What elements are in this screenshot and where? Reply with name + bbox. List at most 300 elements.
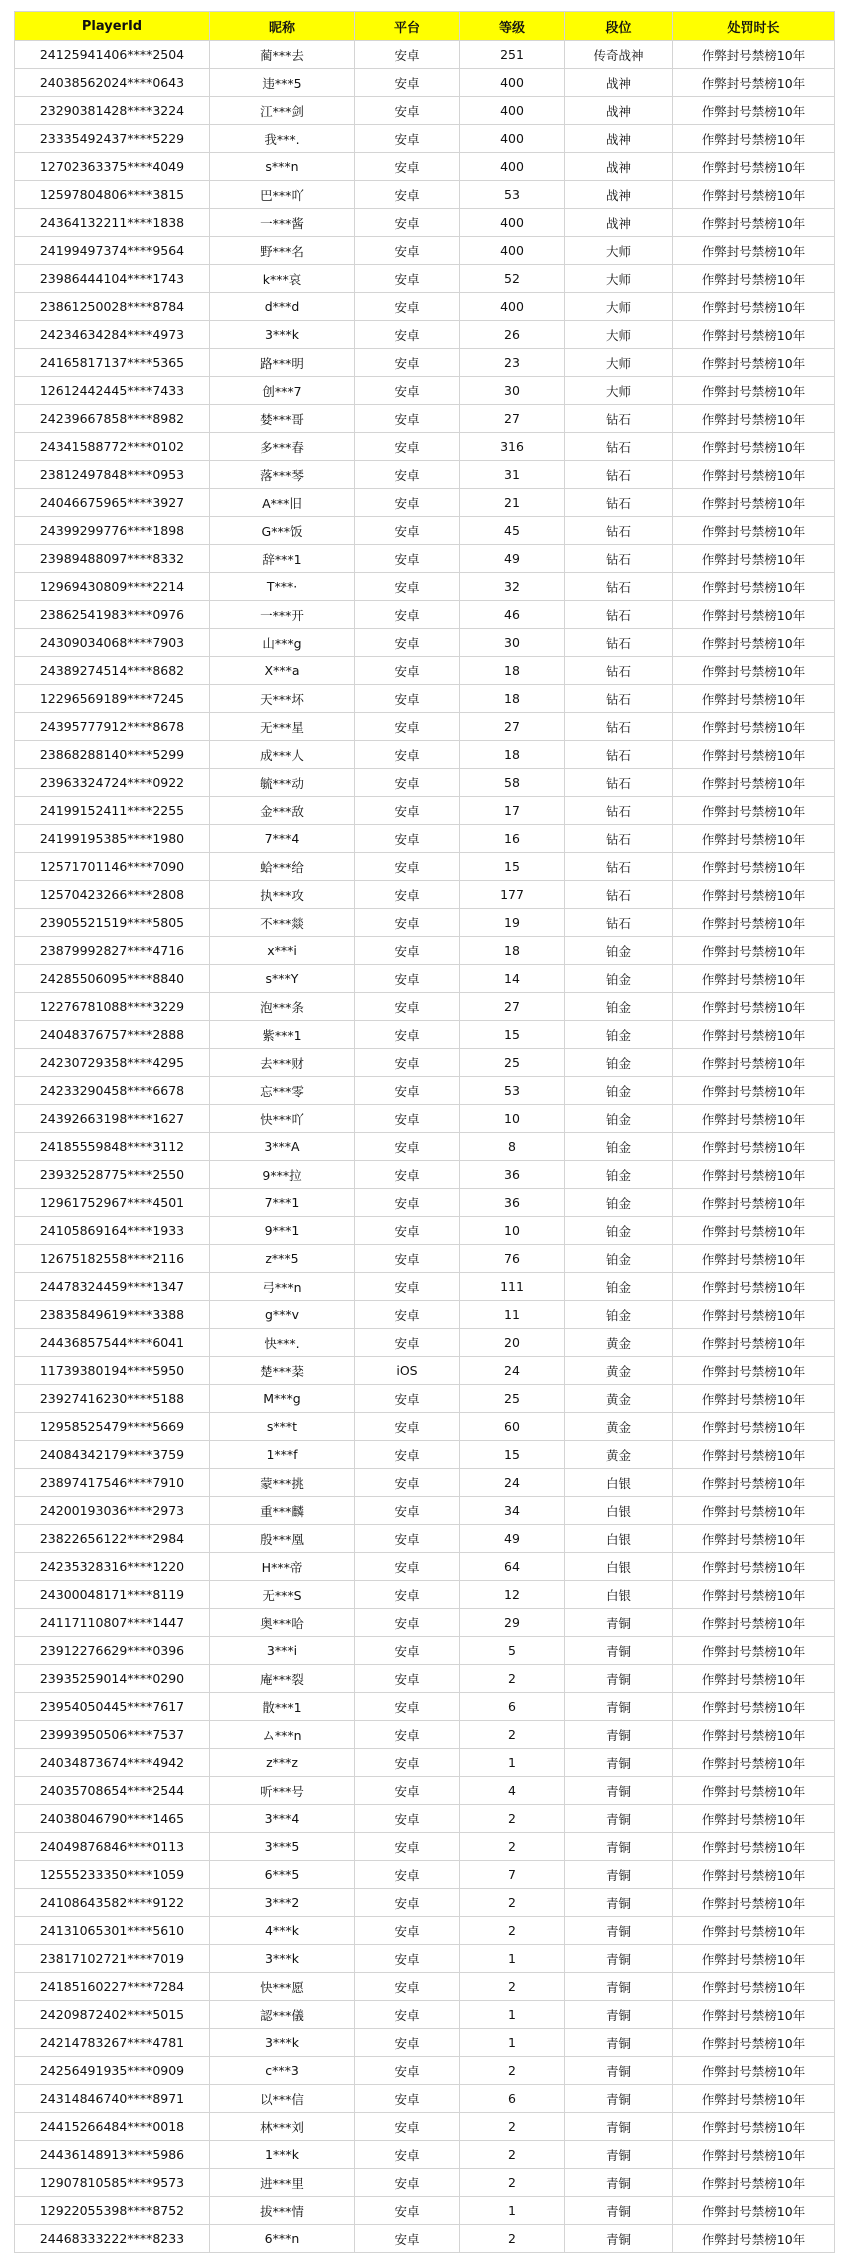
table-row — [15, 2057, 835, 2085]
cell-platform: 安卓 — [355, 1581, 460, 1609]
cell-nickname: 我***. — [210, 125, 355, 153]
cell-player-id: 24131065301****5610 — [15, 1917, 210, 1945]
cell-player-id: 24199195385****1980 — [15, 825, 210, 853]
cell-rank: 战神 — [565, 209, 673, 237]
table-row — [15, 657, 835, 685]
cell-penalty: 作弊封号禁榜10年 — [673, 2225, 835, 2253]
cell-platform: 安卓 — [355, 489, 460, 517]
cell-level: 25 — [460, 1385, 565, 1413]
cell-platform: 安卓 — [355, 685, 460, 713]
cell-penalty: 作弊封号禁榜10年 — [673, 97, 835, 125]
cell-rank: 青铜 — [565, 2225, 673, 2253]
cell-penalty: 作弊封号禁榜10年 — [673, 1077, 835, 1105]
cell-platform: 安卓 — [355, 601, 460, 629]
cell-platform: 安卓 — [355, 769, 460, 797]
cell-nickname: z***5 — [210, 1245, 355, 1273]
cell-player-id: 24084342179****3759 — [15, 1441, 210, 1469]
cell-level: 2 — [460, 1973, 565, 2001]
cell-platform: 安卓 — [355, 937, 460, 965]
table-row — [15, 853, 835, 881]
table-row — [15, 1273, 835, 1301]
cell-penalty: 作弊封号禁榜10年 — [673, 433, 835, 461]
cell-platform: 安卓 — [355, 1833, 460, 1861]
cell-player-id: 24468333222****8233 — [15, 2225, 210, 2253]
cell-rank: 钻石 — [565, 573, 673, 601]
cell-nickname: 去***财 — [210, 1049, 355, 1077]
cell-platform: 安卓 — [355, 881, 460, 909]
table-row — [15, 1497, 835, 1525]
cell-level: 12 — [460, 1581, 565, 1609]
cell-nickname: g***v — [210, 1301, 355, 1329]
cell-player-id: 24415266484****0018 — [15, 2113, 210, 2141]
cell-level: 36 — [460, 1161, 565, 1189]
header-rank: 段位 — [565, 12, 673, 41]
cell-penalty: 作弊封号禁榜10年 — [673, 1805, 835, 1833]
table-row — [15, 1861, 835, 1889]
cell-platform: 安卓 — [355, 1161, 460, 1189]
cell-nickname: 4***k — [210, 1917, 355, 1945]
table-row — [15, 1637, 835, 1665]
cell-player-id: 24364132211****1838 — [15, 209, 210, 237]
cell-penalty: 作弊封号禁榜10年 — [673, 1049, 835, 1077]
cell-penalty: 作弊封号禁榜10年 — [673, 2169, 835, 2197]
table-row — [15, 349, 835, 377]
cell-nickname: 江***剑 — [210, 97, 355, 125]
cell-nickname: 一***开 — [210, 601, 355, 629]
cell-nickname: s***n — [210, 153, 355, 181]
cell-rank: 黄金 — [565, 1385, 673, 1413]
cell-platform: 安卓 — [355, 1329, 460, 1357]
cell-rank: 青铜 — [565, 1609, 673, 1637]
cell-penalty: 作弊封号禁榜10年 — [673, 881, 835, 909]
table-row — [15, 405, 835, 433]
cell-nickname: 多***春 — [210, 433, 355, 461]
cell-nickname: 创***7 — [210, 377, 355, 405]
cell-rank: 钻石 — [565, 685, 673, 713]
cell-level: 20 — [460, 1329, 565, 1357]
cell-platform: 安卓 — [355, 909, 460, 937]
cell-rank: 铂金 — [565, 1021, 673, 1049]
cell-nickname: 蛤***给 — [210, 853, 355, 881]
table-row — [15, 1469, 835, 1497]
cell-penalty: 作弊封号禁榜10年 — [673, 1973, 835, 2001]
cell-level: 14 — [460, 965, 565, 993]
cell-level: 10 — [460, 1105, 565, 1133]
cell-player-id: 24185559848****3112 — [15, 1133, 210, 1161]
cell-level: 316 — [460, 433, 565, 461]
cell-penalty: 作弊封号禁榜10年 — [673, 321, 835, 349]
cell-player-id: 24035708654****2544 — [15, 1777, 210, 1805]
table-row — [15, 629, 835, 657]
table-row — [15, 1385, 835, 1413]
table-row — [15, 517, 835, 545]
cell-penalty: 作弊封号禁榜10年 — [673, 209, 835, 237]
cell-penalty: 作弊封号禁榜10年 — [673, 2197, 835, 2225]
table-row — [15, 881, 835, 909]
cell-rank: 青铜 — [565, 1917, 673, 1945]
cell-nickname: 野***名 — [210, 237, 355, 265]
cell-nickname: 执***攻 — [210, 881, 355, 909]
cell-platform: 安卓 — [355, 2225, 460, 2253]
cell-level: 49 — [460, 1525, 565, 1553]
cell-player-id: 24285506095****8840 — [15, 965, 210, 993]
cell-nickname: 楚***棻 — [210, 1357, 355, 1385]
table-row — [15, 1105, 835, 1133]
table-row — [15, 41, 835, 69]
cell-platform: 安卓 — [355, 1693, 460, 1721]
cell-level: 2 — [460, 1917, 565, 1945]
ban-list-table — [14, 11, 835, 2253]
cell-level: 1 — [460, 2029, 565, 2057]
cell-player-id: 24341588772****0102 — [15, 433, 210, 461]
cell-penalty: 作弊封号禁榜10年 — [673, 1105, 835, 1133]
cell-player-id: 12571701146****7090 — [15, 853, 210, 881]
cell-penalty: 作弊封号禁榜10年 — [673, 601, 835, 629]
cell-rank: 战神 — [565, 97, 673, 125]
table-row — [15, 1693, 835, 1721]
cell-rank: 白银 — [565, 1553, 673, 1581]
cell-nickname: 蒙***挑 — [210, 1469, 355, 1497]
cell-penalty: 作弊封号禁榜10年 — [673, 1889, 835, 1917]
table-row — [15, 489, 835, 517]
cell-level: 24 — [460, 1469, 565, 1497]
cell-rank: 大师 — [565, 293, 673, 321]
cell-rank: 青铜 — [565, 2001, 673, 2029]
cell-rank: 铂金 — [565, 1077, 673, 1105]
cell-penalty: 作弊封号禁榜10年 — [673, 685, 835, 713]
cell-platform: 安卓 — [355, 657, 460, 685]
cell-nickname: 婪***哥 — [210, 405, 355, 433]
cell-rank: 大师 — [565, 377, 673, 405]
cell-level: 16 — [460, 825, 565, 853]
cell-platform: 安卓 — [355, 181, 460, 209]
cell-player-id: 12907810585****9573 — [15, 2169, 210, 2197]
cell-player-id: 24436857544****6041 — [15, 1329, 210, 1357]
cell-nickname: 蔺***去 — [210, 41, 355, 69]
cell-player-id: 23812497848****0953 — [15, 461, 210, 489]
cell-player-id: 24105869164****1933 — [15, 1217, 210, 1245]
cell-nickname: 落***琴 — [210, 461, 355, 489]
cell-rank: 钻石 — [565, 797, 673, 825]
cell-player-id: 12612442445****7433 — [15, 377, 210, 405]
table-row — [15, 2225, 835, 2253]
cell-platform: 安卓 — [355, 2141, 460, 2169]
cell-penalty: 作弊封号禁榜10年 — [673, 2001, 835, 2029]
cell-level: 53 — [460, 181, 565, 209]
cell-platform: 安卓 — [355, 209, 460, 237]
cell-player-id: 12597804806****3815 — [15, 181, 210, 209]
cell-penalty: 作弊封号禁榜10年 — [673, 461, 835, 489]
table-header — [15, 12, 835, 41]
cell-platform: 安卓 — [355, 965, 460, 993]
cell-rank: 青铜 — [565, 1637, 673, 1665]
cell-player-id: 23862541983****0976 — [15, 601, 210, 629]
cell-platform: 安卓 — [355, 1133, 460, 1161]
cell-player-id: 23817102721****7019 — [15, 1945, 210, 1973]
cell-nickname: 1***f — [210, 1441, 355, 1469]
cell-penalty: 作弊封号禁榜10年 — [673, 937, 835, 965]
cell-rank: 钻石 — [565, 489, 673, 517]
cell-player-id: 23927416230****5188 — [15, 1385, 210, 1413]
cell-rank: 大师 — [565, 349, 673, 377]
table-row — [15, 2169, 835, 2197]
cell-rank: 白银 — [565, 1469, 673, 1497]
header-level: 等级 — [460, 12, 565, 41]
cell-nickname: 3***k — [210, 2029, 355, 2057]
cell-penalty: 作弊封号禁榜10年 — [673, 1021, 835, 1049]
cell-level: 21 — [460, 489, 565, 517]
header-row — [15, 12, 835, 41]
cell-rank: 战神 — [565, 181, 673, 209]
cell-penalty: 作弊封号禁榜10年 — [673, 1133, 835, 1161]
table-row — [15, 1973, 835, 2001]
table-row — [15, 1189, 835, 1217]
cell-rank: 铂金 — [565, 1245, 673, 1273]
table-row — [15, 1077, 835, 1105]
cell-rank: 钻石 — [565, 909, 673, 937]
table-row — [15, 1665, 835, 1693]
cell-platform: iOS — [355, 1357, 460, 1385]
cell-player-id: 12296569189****7245 — [15, 685, 210, 713]
cell-player-id: 12675182558****2116 — [15, 1245, 210, 1273]
cell-platform: 安卓 — [355, 713, 460, 741]
cell-platform: 安卓 — [355, 1189, 460, 1217]
table-row — [15, 2001, 835, 2029]
cell-penalty: 作弊封号禁榜10年 — [673, 1301, 835, 1329]
cell-penalty: 作弊封号禁榜10年 — [673, 1665, 835, 1693]
cell-penalty: 作弊封号禁榜10年 — [673, 1861, 835, 1889]
cell-rank: 大师 — [565, 321, 673, 349]
cell-nickname: 听***号 — [210, 1777, 355, 1805]
cell-rank: 白银 — [565, 1581, 673, 1609]
cell-rank: 青铜 — [565, 1833, 673, 1861]
table-row — [15, 937, 835, 965]
cell-nickname: 巴***吖 — [210, 181, 355, 209]
cell-level: 2 — [460, 1833, 565, 1861]
cell-player-id: 24233290458****6678 — [15, 1077, 210, 1105]
cell-nickname: T***· — [210, 573, 355, 601]
cell-platform: 安卓 — [355, 1777, 460, 1805]
cell-penalty: 作弊封号禁榜10年 — [673, 1161, 835, 1189]
header-player-id: PlayerId — [15, 12, 210, 41]
cell-level: 251 — [460, 41, 565, 69]
cell-platform: 安卓 — [355, 741, 460, 769]
cell-nickname: 毓***动 — [210, 769, 355, 797]
table-row — [15, 1805, 835, 1833]
cell-penalty: 作弊封号禁榜10年 — [673, 545, 835, 573]
cell-player-id: 24389274514****8682 — [15, 657, 210, 685]
cell-penalty: 作弊封号禁榜10年 — [673, 1833, 835, 1861]
cell-rank: 铂金 — [565, 1161, 673, 1189]
cell-level: 32 — [460, 573, 565, 601]
cell-penalty: 作弊封号禁榜10年 — [673, 489, 835, 517]
cell-rank: 青铜 — [565, 1973, 673, 2001]
table-row — [15, 741, 835, 769]
cell-level: 23 — [460, 349, 565, 377]
cell-penalty: 作弊封号禁榜10年 — [673, 2113, 835, 2141]
cell-level: 25 — [460, 1049, 565, 1077]
cell-penalty: 作弊封号禁榜10年 — [673, 1693, 835, 1721]
cell-level: 15 — [460, 853, 565, 881]
cell-penalty: 作弊封号禁榜10年 — [673, 1189, 835, 1217]
table-row — [15, 601, 835, 629]
cell-nickname: X***a — [210, 657, 355, 685]
cell-level: 2 — [460, 2169, 565, 2197]
cell-penalty: 作弊封号禁榜10年 — [673, 2085, 835, 2113]
cell-nickname: 林***刘 — [210, 2113, 355, 2141]
cell-rank: 钻石 — [565, 405, 673, 433]
table-row — [15, 1777, 835, 1805]
cell-platform: 安卓 — [355, 1469, 460, 1497]
cell-level: 2 — [460, 2057, 565, 2085]
cell-rank: 青铜 — [565, 1861, 673, 1889]
table-row — [15, 1553, 835, 1581]
table-row — [15, 2085, 835, 2113]
cell-player-id: 24049876846****0113 — [15, 1833, 210, 1861]
cell-penalty: 作弊封号禁榜10年 — [673, 1217, 835, 1245]
cell-platform: 安卓 — [355, 153, 460, 181]
cell-platform: 安卓 — [355, 1497, 460, 1525]
cell-penalty: 作弊封号禁榜10年 — [673, 1441, 835, 1469]
table-row — [15, 2141, 835, 2169]
cell-nickname: 不***燚 — [210, 909, 355, 937]
table-row — [15, 1217, 835, 1245]
table-row — [15, 153, 835, 181]
cell-level: 1 — [460, 1749, 565, 1777]
cell-player-id: 23912276629****0396 — [15, 1637, 210, 1665]
cell-platform: 安卓 — [355, 1637, 460, 1665]
cell-level: 31 — [460, 461, 565, 489]
cell-level: 76 — [460, 1245, 565, 1273]
cell-rank: 钻石 — [565, 853, 673, 881]
cell-rank: 铂金 — [565, 993, 673, 1021]
cell-level: 27 — [460, 405, 565, 433]
cell-platform: 安卓 — [355, 1217, 460, 1245]
cell-player-id: 24235328316****1220 — [15, 1553, 210, 1581]
cell-level: 30 — [460, 629, 565, 657]
cell-player-id: 24185160227****7284 — [15, 1973, 210, 2001]
cell-level: 400 — [460, 97, 565, 125]
cell-nickname: 无***星 — [210, 713, 355, 741]
table-row — [15, 1525, 835, 1553]
cell-player-id: 24038562024****0643 — [15, 69, 210, 97]
cell-player-id: 24117110807****1447 — [15, 1609, 210, 1637]
table-row — [15, 825, 835, 853]
cell-player-id: 24214783267****4781 — [15, 2029, 210, 2057]
table-row — [15, 713, 835, 741]
cell-level: 111 — [460, 1273, 565, 1301]
table-row — [15, 1721, 835, 1749]
cell-penalty: 作弊封号禁榜10年 — [673, 125, 835, 153]
cell-platform: 安卓 — [355, 1413, 460, 1441]
cell-player-id: 23932528775****2550 — [15, 1161, 210, 1189]
cell-nickname: s***t — [210, 1413, 355, 1441]
cell-player-id: 24034873674****4942 — [15, 1749, 210, 1777]
cell-nickname: 辞***1 — [210, 545, 355, 573]
table-row — [15, 321, 835, 349]
cell-level: 17 — [460, 797, 565, 825]
cell-rank: 青铜 — [565, 2113, 673, 2141]
cell-player-id: 23989488097****8332 — [15, 545, 210, 573]
cell-penalty: 作弊封号禁榜10年 — [673, 1749, 835, 1777]
cell-penalty: 作弊封号禁榜10年 — [673, 1609, 835, 1637]
cell-platform: 安卓 — [355, 1553, 460, 1581]
cell-nickname: 紫***1 — [210, 1021, 355, 1049]
cell-platform: 安卓 — [355, 2057, 460, 2085]
cell-platform: 安卓 — [355, 1525, 460, 1553]
table-row — [15, 237, 835, 265]
cell-penalty: 作弊封号禁榜10年 — [673, 349, 835, 377]
cell-nickname: x***i — [210, 937, 355, 965]
table-row — [15, 797, 835, 825]
cell-player-id: 12570423266****2808 — [15, 881, 210, 909]
cell-rank: 青铜 — [565, 2141, 673, 2169]
cell-platform: 安卓 — [355, 2113, 460, 2141]
cell-penalty: 作弊封号禁榜10年 — [673, 1273, 835, 1301]
cell-player-id: 23963324724****0922 — [15, 769, 210, 797]
cell-player-id: 23290381428****3224 — [15, 97, 210, 125]
cell-penalty: 作弊封号禁榜10年 — [673, 265, 835, 293]
cell-rank: 青铜 — [565, 1945, 673, 1973]
table-row — [15, 545, 835, 573]
cell-platform: 安卓 — [355, 405, 460, 433]
cell-platform: 安卓 — [355, 1609, 460, 1637]
cell-rank: 青铜 — [565, 2085, 673, 2113]
cell-nickname: 金***敌 — [210, 797, 355, 825]
cell-player-id: 24200193036****2973 — [15, 1497, 210, 1525]
header-penalty: 处罚时长 — [673, 12, 835, 41]
cell-level: 400 — [460, 209, 565, 237]
cell-player-id: 24048376757****2888 — [15, 1021, 210, 1049]
table-row — [15, 1609, 835, 1637]
cell-penalty: 作弊封号禁榜10年 — [673, 1329, 835, 1357]
cell-platform: 安卓 — [355, 629, 460, 657]
cell-platform: 安卓 — [355, 1861, 460, 1889]
cell-nickname: 快***愿 — [210, 1973, 355, 2001]
cell-player-id: 24125941406****2504 — [15, 41, 210, 69]
table-row — [15, 293, 835, 321]
cell-rank: 青铜 — [565, 2197, 673, 2225]
cell-penalty: 作弊封号禁榜10年 — [673, 181, 835, 209]
cell-penalty: 作弊封号禁榜10年 — [673, 1721, 835, 1749]
cell-level: 400 — [460, 293, 565, 321]
cell-penalty: 作弊封号禁榜10年 — [673, 1777, 835, 1805]
cell-penalty: 作弊封号禁榜10年 — [673, 1357, 835, 1385]
cell-player-id: 12702363375****4049 — [15, 153, 210, 181]
cell-penalty: 作弊封号禁榜10年 — [673, 657, 835, 685]
cell-player-id: 24199152411****2255 — [15, 797, 210, 825]
cell-platform: 安卓 — [355, 125, 460, 153]
cell-penalty: 作弊封号禁榜10年 — [673, 629, 835, 657]
cell-nickname: 以***信 — [210, 2085, 355, 2113]
cell-platform: 安卓 — [355, 993, 460, 1021]
cell-nickname: 9***拉 — [210, 1161, 355, 1189]
cell-level: 34 — [460, 1497, 565, 1525]
cell-platform: 安卓 — [355, 461, 460, 489]
cell-level: 400 — [460, 237, 565, 265]
table-row — [15, 2029, 835, 2057]
cell-nickname: 6***5 — [210, 1861, 355, 1889]
cell-platform: 安卓 — [355, 41, 460, 69]
cell-level: 46 — [460, 601, 565, 629]
cell-platform: 安卓 — [355, 1889, 460, 1917]
cell-nickname: 一***酱 — [210, 209, 355, 237]
cell-rank: 白银 — [565, 1525, 673, 1553]
cell-platform: 安卓 — [355, 853, 460, 881]
cell-platform: 安卓 — [355, 265, 460, 293]
cell-level: 4 — [460, 1777, 565, 1805]
cell-nickname: 无***S — [210, 1581, 355, 1609]
